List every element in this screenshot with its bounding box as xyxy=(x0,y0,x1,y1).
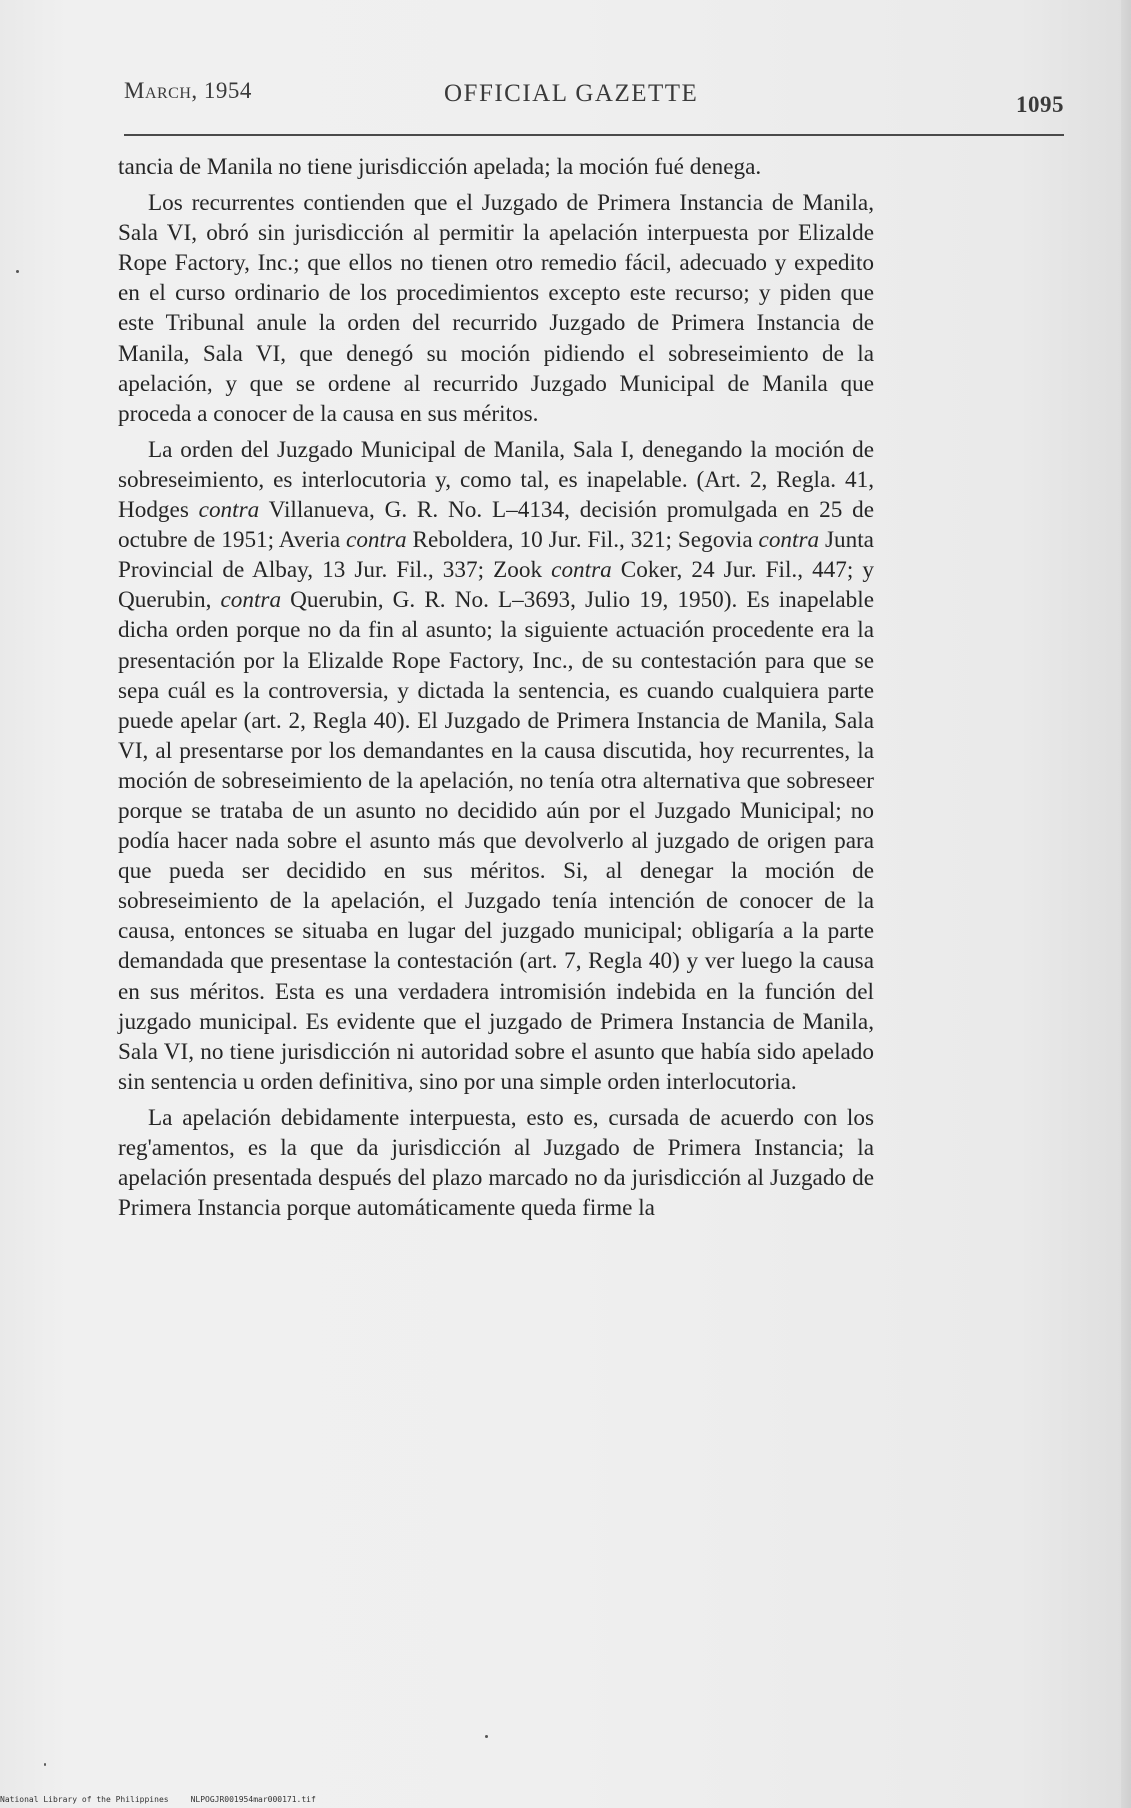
scan-speck xyxy=(16,270,19,273)
footer-library: National Library of the Philippines xyxy=(0,1795,169,1804)
paragraph-2-text: Los recurrentes contienden que el Juzgado de Primera Instancia de Manila, Sala VI, obró sin jurisdicción al permitir la apelación interpuesta por Elizalde Rope Factory, Inc.; que ellos no tienen otro remedio fácil, adecuado y expedito en el curso ordinario de los procedimientos excepto este recurso; y piden que este Tribunal anule la orden del recurrido Juzgado de Primera Instancia de Manila, Sala VI, que denegó su moción pidiendo el sobreseimiento de la apelación, y que se ordene al recurrido Juzgado Municipal de Manila que proceda a conocer de la causa en sus méritos. xyxy=(118,190,874,427)
paragraph-1-text: tancia de Manila no tiene jurisdicción apelada; la moción fué denega. xyxy=(118,154,762,180)
paragraph-3-text: Junta Provincial de Albay, 13 Jur. Fil., 337; Zook xyxy=(118,527,874,584)
paragraph-4-text: La apelación debidamente interpuesta, esto es, cursada de acuerdo con los reg'amentos, es la que da jurisdicción al Juzgado de Primera Instancia; la apelación presentada después del plazo marcado no da jurisdicción al Juzgado de Primera Instancia porque automáticamente queda firme la xyxy=(118,1104,874,1222)
paragraph-3-text: La orden del Juzgado Municipal de Manila, Sala I, denegando la moción de sobreseimiento, es interlocutoria y, como tal, es inapelable. (Art. 2, Regla. 41, Hodges xyxy=(118,436,874,524)
header-rule xyxy=(124,134,1064,136)
page-edge-shadow xyxy=(1121,0,1131,1808)
paragraph-4 xyxy=(118,1103,874,1223)
scan-footer xyxy=(0,1795,316,1804)
scan-speck xyxy=(485,1735,488,1738)
running-head xyxy=(124,78,1064,118)
italic-contra: contra xyxy=(346,527,407,554)
body-text xyxy=(118,152,874,1229)
italic-contra: contra xyxy=(220,587,282,614)
paragraph-1 xyxy=(118,152,874,182)
header-publication: OFFICIAL GAZETTE xyxy=(444,80,699,107)
header-date: March, 1954 xyxy=(124,78,252,103)
italic-contra: contra xyxy=(551,557,612,584)
paragraph-3-text: Querubin, G. R. No. L–3693, Julio 19, 1950). Es inapelable dicha orden porque no da fin al asunto; la siguiente actuación procedente era la presentación por la Elizalde Rope Factory, Inc., de su contestación para que se sepa cuál es la controversia, y dictada la sentencia, es cuando cualquiera parte puede apelar (art. 2, Regla 40). El Juzgado de Primera Instancia de Manila, Sala VI, al presentarse por los demandantes en la causa discutida, hoy recurrentes, la moción de sobreseimiento de la apelación, no tenía otra alternativa que sobreseer porque se trataba de un asunto no decidido aún por el Juzgado Municipal; no podía hacer nada sobre el asunto más que devolverlo al juzgado de origen para que pueda ser decidido en sus méritos. Si, al denegar la moción de sobreseimiento de la apelación, el Juzgado tenía intención de conocer de la causa, entonces se situaba en lugar del juzgado municipal; obligaría a la parte demandada que presentase la contestación (art. 7, Regla 40) y ver luego la causa en sus méritos. Esta es una verdadera intromisión indebida en la función del juzgado municipal. Es evidente que el juzgado de Primera Instancia de Manila, Sala VI, no tiene jurisdicción ni autoridad sobre el asunto que había sido apelado sin sentencia u orden definitiva, sino por una simple orden interlocutoria. xyxy=(118,587,874,1095)
paragraph-3 xyxy=(118,435,874,1097)
italic-contra: contra xyxy=(758,527,820,554)
italic-contra: contra xyxy=(198,497,260,524)
paragraph-3-text: Villanueva, G. R. No. L–4134, decisión promulgada en 25 de octubre de 1951; Averia xyxy=(118,497,874,554)
header-page-number: 1095 xyxy=(1016,92,1064,117)
paragraph-3-text: Coker, 24 Jur. Fil., 447; y Querubin, xyxy=(118,557,874,614)
paragraph-3-text: Reboldera, 10 Jur. Fil., 321; Segovia xyxy=(406,527,759,554)
footer-filename: NLPOGJR001954mar000171.tif xyxy=(190,1795,316,1804)
scan-speck xyxy=(44,1763,46,1766)
paragraph-2 xyxy=(118,188,874,429)
